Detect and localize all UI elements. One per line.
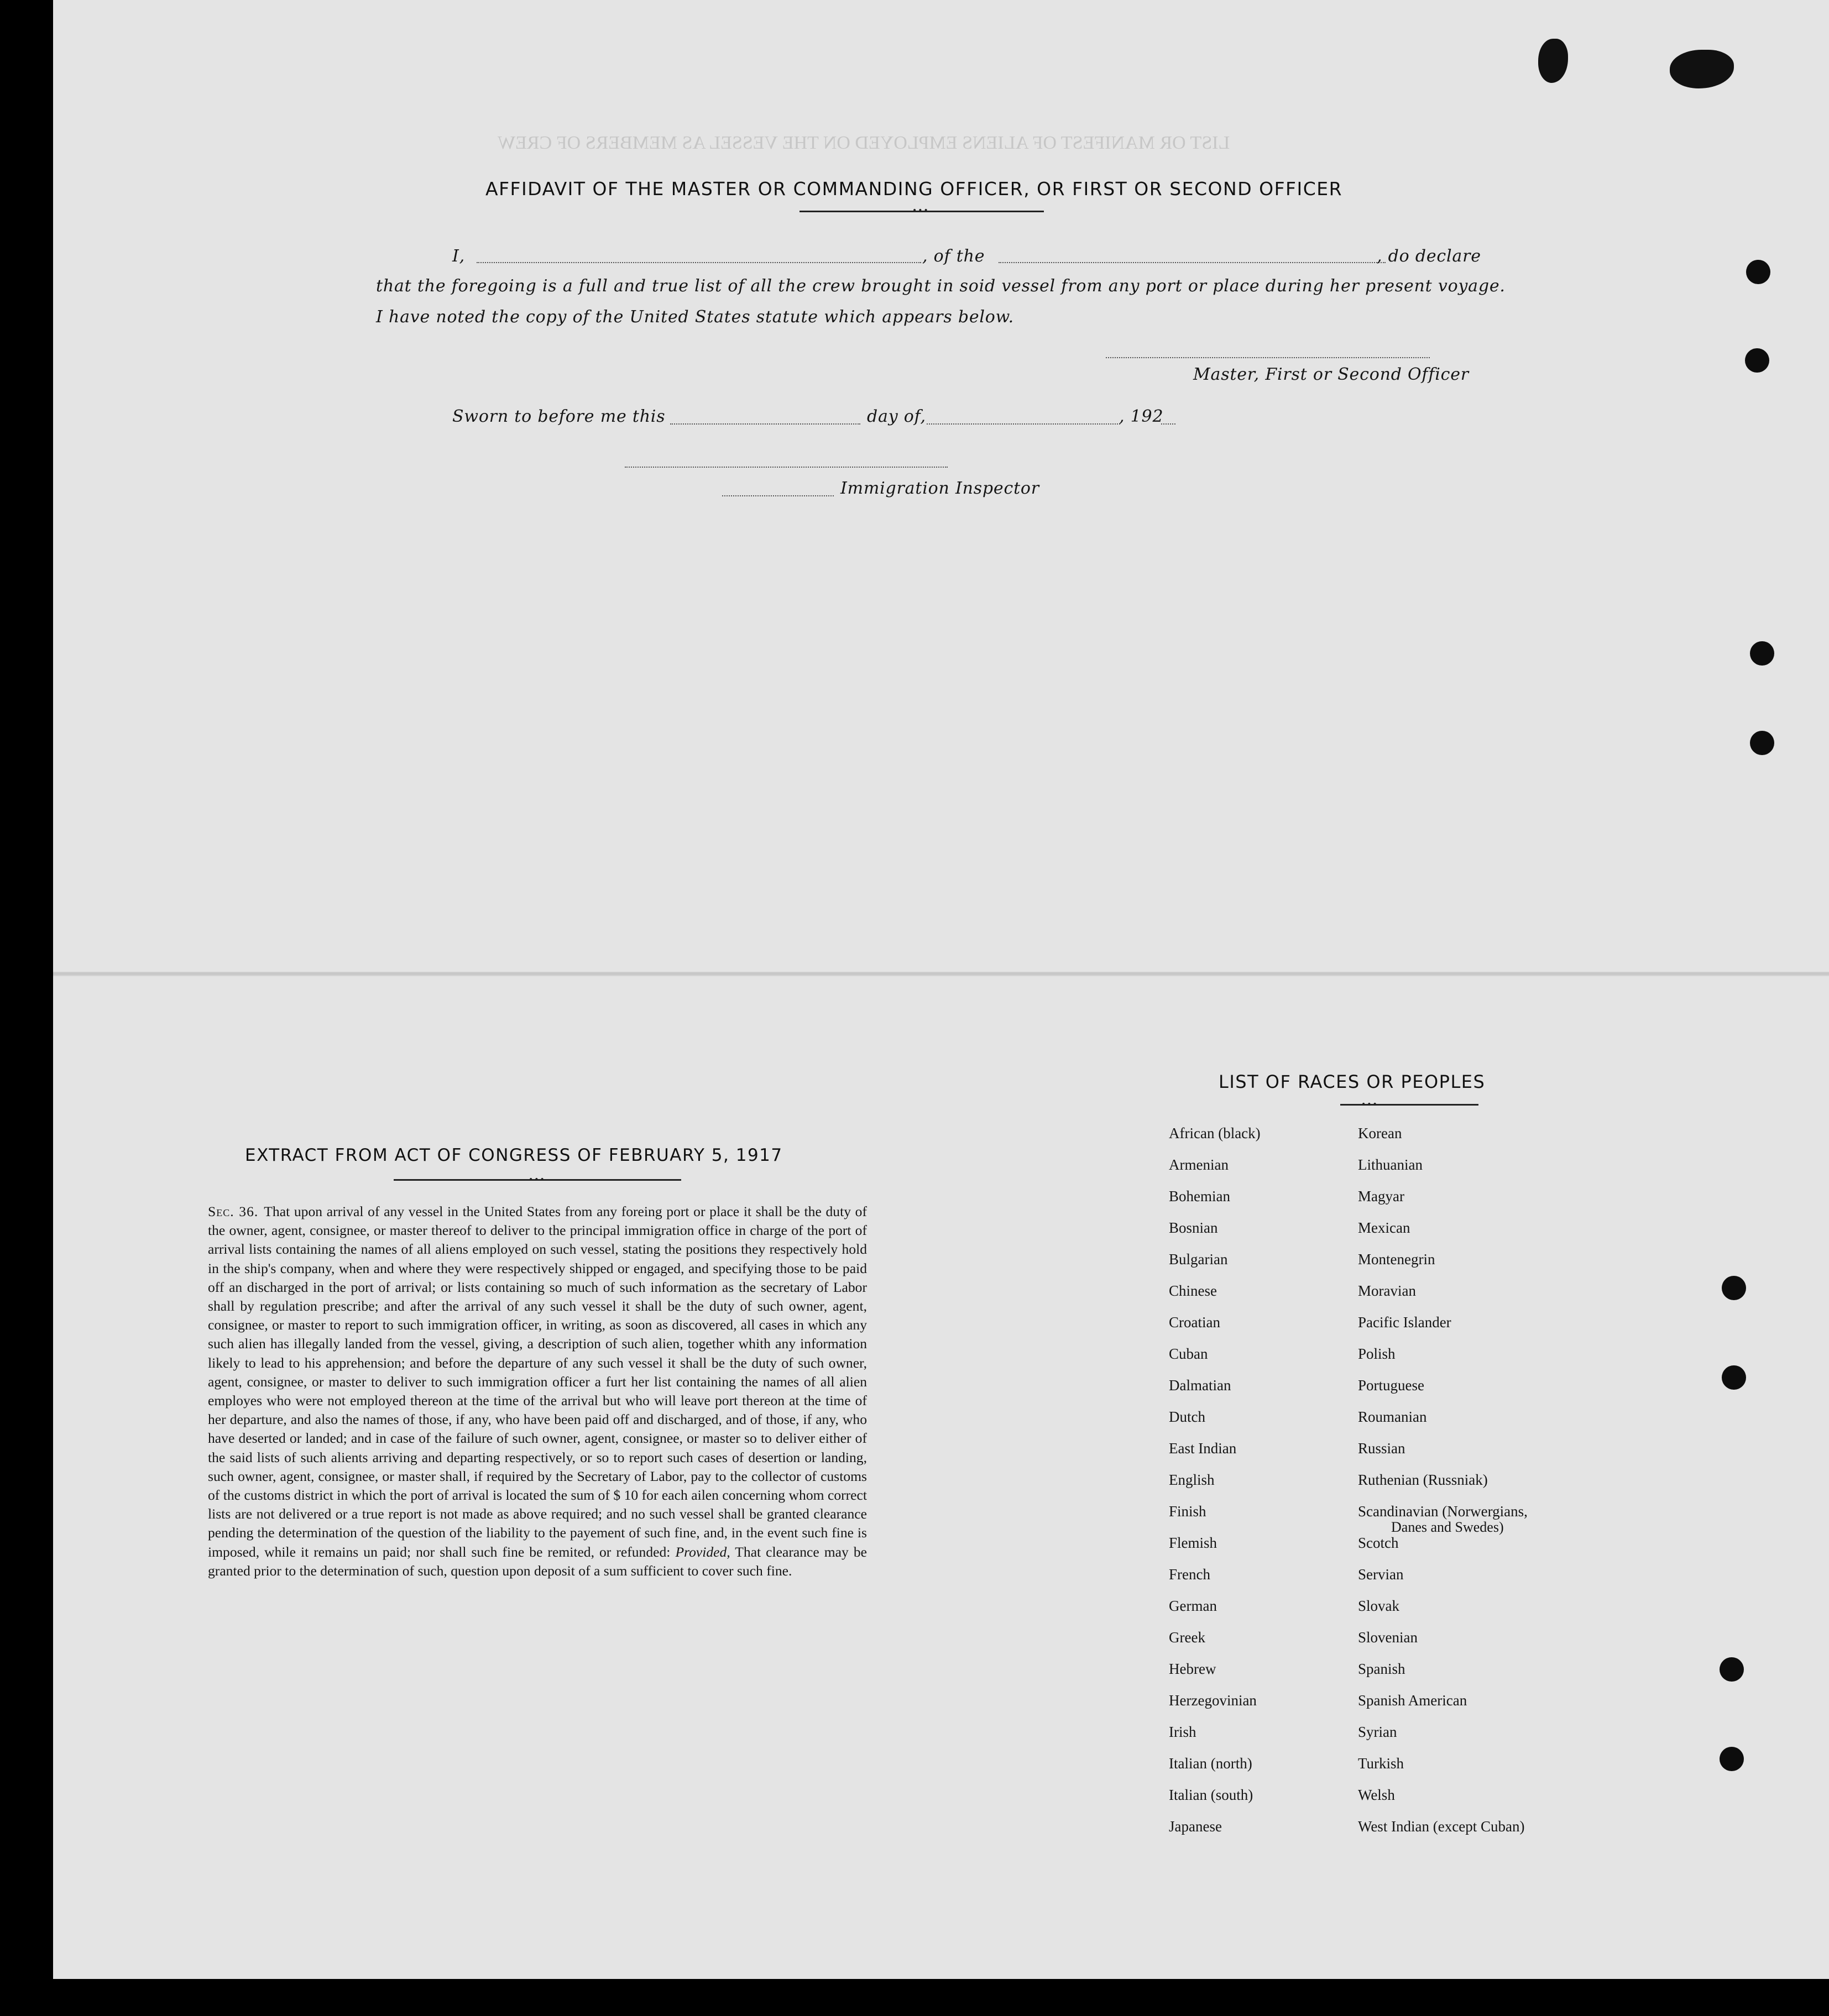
extract-title: EXTRACT FROM ACT OF CONGRESS OF FEBRUARY 5, 1917 [245,1145,783,1165]
race-item: Slovak [1358,1598,1400,1614]
race-item: Bulgarian [1169,1251,1228,1268]
signature-label: Master, First or Second Officer [1193,365,1469,384]
race-item: Bosnian [1169,1219,1218,1236]
race-item: Scotch [1358,1535,1399,1551]
sworn-month-blank [927,423,1120,425]
race-item: Italian (north) [1169,1755,1252,1772]
race-item: West Indian (except Cuban) [1358,1818,1525,1835]
binder-hole [1720,1657,1744,1682]
scan-border [0,1979,1829,2016]
race-item: Welsh [1358,1787,1395,1803]
race-item: Japanese [1169,1818,1222,1835]
affidavit-statute-note: I have noted the copy of the United States statute which appears below. [376,307,1014,327]
race-item: East Indian [1169,1440,1237,1457]
race-item: Hebrew [1169,1661,1216,1677]
inspector-name-blank [722,495,834,496]
race-item: Danes and Swedes) [1391,1519,1504,1535]
statute-provided: Provided, [675,1543,730,1560]
race-item: Herzegovinian [1169,1692,1257,1709]
binder-hole [1750,641,1774,666]
race-item: French [1169,1566,1210,1583]
statute-body: That upon arrival of any vessel in the United States from any foreing port or place it shall be the duty of the owner, agent, consignee, or master thereof to deliver to the principal immigration office in charge of the port of arrival lists containing the names of all aliens employed on such vessel, stating the positions they respectively hold in the ship's company, when and where they were respectively shipped or engaged, and specifying those to be paid off an discharged in the port of arrival; or lists containing so much of such information as the secretary of Labor shall by regulation prescribe; and after the arrival of any such vessel it shall be the duty of such owner, agent, consignee, or master to report to such immigration officer, in writing, as soon as discovered, all cases in which any such alien has illegally landed from the vessel, giving, a description of such alien, together whith any information likely to lead to his apprehension; and before the departure of any such vessel it shall be the duty of such owner, agent, consignee, or master to deliver to such immigration officer a furt her list containing the names of all alien employes who were not employed thereon at the time of the arrival but who will leave port thereon at the time of her departure, and also the names of those, if any, who have been paid off and discharged, and of those, if any, who have deserted or landed; and in case of the failure of such owner, agent, consignee, or master so to deliver either of the said lists of such alients arriving and departing respectively, or so to report such cases of desertion or landing, such owner, agent, consignee, or master shall, if required by the Secretary of Labor, pay to the collector of customs of the customs district in which the port of arrival is located the sum of $ 10 for each ailen concerning whom correct lists are not delivered or a true report is not made as above required; and no such vessel shall be granted clearance pending the determination of the question of the liability to the payement of such fine, and, in the event such fine is imposed, while it remains un paid; nor shall such fine be remited, or refunded: [208,1203,867,1560]
sworn-year-blank [1161,423,1175,425]
affidavit-i-label: I, [452,247,465,266]
bleed-through: LIST OR MANIFEST OF ALIENS EMPLOYED ON THE VESSEL AS MEMBERS OF CREW [498,133,1230,153]
race-item: Italian (south) [1169,1787,1253,1803]
race-item: Russian [1358,1440,1405,1457]
race-item: Croatian [1169,1314,1220,1331]
race-item: Greek [1169,1629,1205,1646]
binder-hole [1720,1747,1744,1771]
race-item: Turkish [1358,1755,1404,1772]
race-item: Mexican [1358,1219,1410,1236]
race-item: Lithuanian [1358,1156,1423,1173]
vessel-blank [999,262,1386,263]
race-item: Portuguese [1358,1377,1424,1394]
sworn-prefix: Sworn to before me this [452,407,666,426]
signature-blank [1106,357,1430,358]
name-blank [477,262,921,263]
race-item: Syrian [1358,1724,1397,1740]
sworn-year: , 192 [1119,407,1164,426]
statute-body-end: That clearance may be granted prior to the determination of such, question upon deposit of a sum sufficient to cover such fine. [208,1543,868,1579]
race-item: Montenegrin [1358,1251,1435,1268]
races-left-column [1169,1125,1261,1850]
race-item: Chinese [1169,1282,1217,1299]
binder-hole [1722,1276,1746,1300]
race-item: Spanish American [1358,1692,1467,1709]
inspector-signature-blank [625,467,948,468]
sworn-day-of: day of, [867,407,926,426]
race-item: Ruthenian (Russniak) [1358,1472,1488,1488]
race-item: Magyar [1358,1188,1404,1205]
race-item: Dutch [1169,1408,1205,1425]
statute-section: Sec. 36. [208,1203,259,1219]
race-item: African (black) [1169,1125,1261,1141]
race-item: Polish [1358,1345,1396,1362]
affidavit-declare-label: , do declare [1377,247,1481,266]
races-right-column [1358,1125,1528,1850]
inspector-label: Immigration Inspector [840,479,1039,498]
binder-hole [1750,731,1774,755]
race-item: Servian [1358,1566,1404,1583]
statute-text [208,1202,867,1580]
race-item: Spanish [1358,1661,1405,1677]
affidavit-title: AFFIDAVIT OF THE MASTER OR COMMANDING OFFICER, OR FIRST OR SECOND OFFICER [485,178,1343,200]
race-item: Flemish [1169,1535,1217,1551]
race-item: Cuban [1169,1345,1208,1362]
page-fold [53,972,1829,976]
race-item: Bohemian [1169,1188,1230,1205]
document-sheet [53,0,1829,1979]
affidavit-of-the-label: , of the [922,247,985,266]
race-item: Moravian [1358,1282,1416,1299]
sworn-day-blank [670,423,860,425]
extract-title-ornament: ••• [529,1175,546,1184]
race-item: Slovenian [1358,1629,1418,1646]
title-ornament: ••• [912,206,929,215]
races-title: LIST OF RACES OR PEOPLES [1219,1071,1486,1092]
race-item: German [1169,1598,1217,1614]
binder-hole [1722,1365,1746,1390]
race-item: Irish [1169,1724,1196,1740]
race-item: Scandinavian (Norwergians, [1358,1503,1528,1520]
races-title-ornament: ••• [1361,1100,1378,1109]
affidavit-statement: that the foregoing is a full and true list of all the crew brought in soid vessel from any port or place during her present voyage. [376,276,1506,296]
race-item: Finish [1169,1503,1206,1520]
binder-hole [1745,348,1769,373]
race-item: Roumanian [1358,1408,1427,1425]
race-item: Armenian [1169,1156,1229,1173]
race-item: Pacific Islander [1358,1314,1451,1331]
race-item: Korean [1358,1125,1402,1141]
race-item: Dalmatian [1169,1377,1231,1394]
race-item: English [1169,1472,1215,1488]
binder-hole [1746,260,1770,284]
